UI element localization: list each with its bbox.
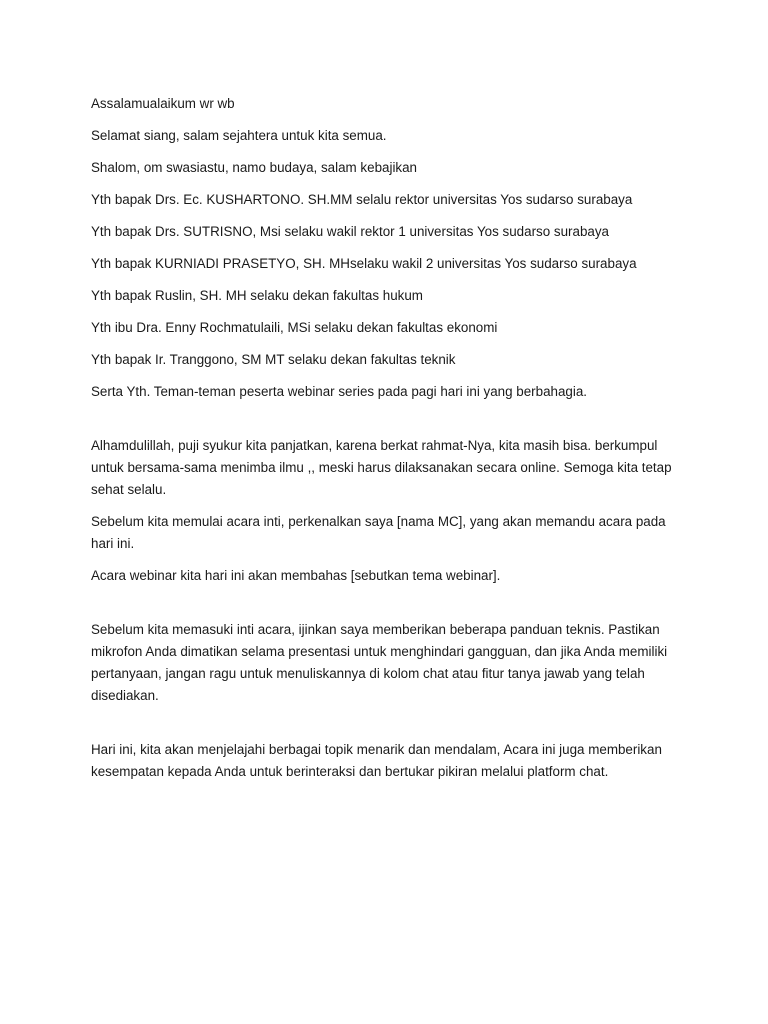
body-paragraph: Sebelum kita memulai acara inti, perkenalkan saya [nama MC], yang akan memandu acara pada hari ini. [91, 514, 666, 551]
salutation-line: Serta Yth. Teman-teman peserta webinar series pada pagi hari ini yang berbahagia. [91, 384, 588, 399]
body-paragraph: Hari ini, kita akan menjelajahi berbagai topik menarik dan mendalam, Acara ini juga memberikan kesempatan kepada Anda untuk berinteraksi dan bertukar pikiran melalui platform chat. [91, 742, 662, 779]
salutation-line: Yth bapak KURNIADI PRASETYO, SH. MHselaku wakil 2 universitas Yos sudarso surabaya [91, 256, 637, 271]
body-paragraph: Acara webinar kita hari ini akan membahas [sebutkan tema webinar]. [91, 568, 501, 583]
salutation-line: Yth ibu Dra. Enny Rochmatulaili, MSi selaku dekan fakultas ekonomi [91, 320, 498, 335]
greeting-line: Shalom, om swasiastu, namo budaya, salam kebajikan [91, 160, 418, 175]
salutation-line: Yth bapak Drs. SUTRISNO, Msi selaku wakil rektor 1 universitas Yos sudarso surabaya [91, 224, 609, 239]
salutation-line: Yth bapak Ir. Tranggono, SM MT selaku dekan fakultas teknik [91, 352, 456, 367]
document-body [91, 93, 689, 793]
greeting-line: Assalamualaikum wr wb [91, 96, 235, 111]
salutation-line: Yth bapak Ruslin, SH. MH selaku dekan fakultas hukum [91, 288, 423, 303]
body-paragraph: Sebelum kita memasuki inti acara, ijinkan saya memberikan beberapa panduan teknis. Pastikan mikrofon Anda dimatikan selama presentasi untuk menghindari gangguan, dan jika Anda memiliki pertanyaan, jangan ragu untuk menuliskannya di kolom chat atau fitur tanya jawab yang telah disediakan. [91, 622, 668, 703]
salutation-line: Yth bapak Drs. Ec. KUSHARTONO. SH.MM selalu rektor universitas Yos sudarso surabaya [91, 192, 633, 207]
greeting-line: Selamat siang, salam sejahtera untuk kita semua. [91, 128, 387, 143]
body-paragraph: Alhamdulillah, puji syukur kita panjatkan, karena berkat rahmat-Nya, kita masih bisa. berkumpul untuk bersama-sama menimba ilmu ,, meski harus dilaksanakan secara online. Semoga kita tetap sehat selalu. [91, 438, 672, 497]
